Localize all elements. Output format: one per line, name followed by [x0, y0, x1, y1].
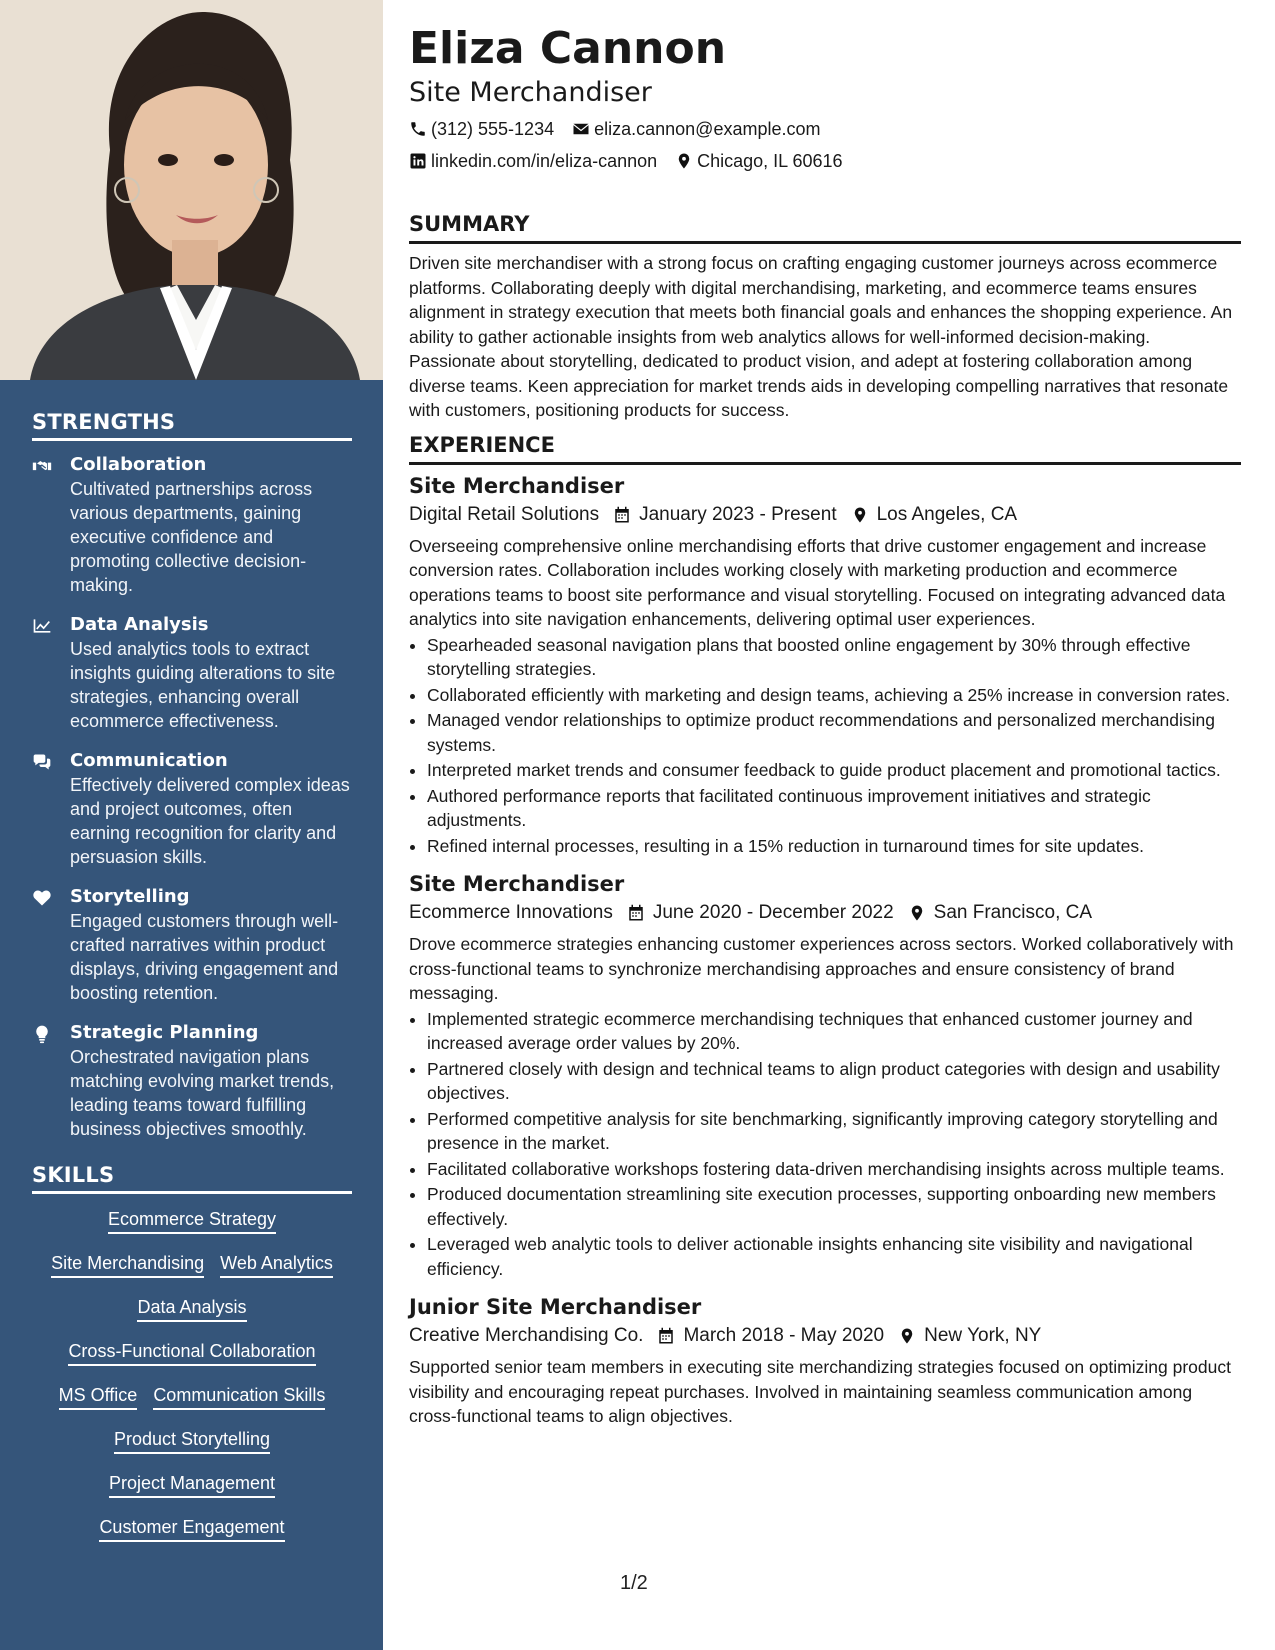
lightbulb-icon	[32, 1021, 70, 1141]
strength-description: Orchestrated navigation plans matching evolving market trends, leading teams toward fulfilling business objectives smoothly.	[70, 1047, 335, 1139]
chart-line-icon	[32, 613, 70, 733]
strength-item	[32, 613, 352, 733]
location-contact	[675, 148, 842, 174]
bullet-item: • Authored performance reports that facilitated continuous improvement initiatives and strategic adjustments.	[427, 784, 1241, 833]
skill-tag: Communication Skills	[153, 1384, 325, 1410]
sidebar-content	[32, 410, 352, 1560]
job-dates: June 2020 - December 2022	[652, 902, 894, 923]
job-company: Ecommerce Innovations	[409, 902, 613, 923]
map-pin-icon	[675, 152, 693, 170]
job-entry	[409, 870, 1241, 1281]
contact-row	[409, 116, 1241, 142]
job-bullets	[409, 633, 1241, 859]
calendar-icon	[657, 1327, 675, 1345]
strength-description: Cultivated partnerships across various departments, gaining executive confidence and promoting collective decision-making.	[70, 479, 313, 595]
job-description: Supported senior team members in executing site merchandizing strategies focused on optimizing product visibility and encouraging repeat purchases. Involved in maintaining seamless communication among cross-functional teams to align objectives.	[409, 1357, 1231, 1426]
summary-heading: SUMMARY	[409, 212, 1241, 244]
job-entry	[409, 1293, 1241, 1429]
bullet-item: • Collaborated efficiently with marketing and design teams, achieving a 25% increase in conversion rates.	[427, 683, 1241, 708]
handshake-icon	[32, 453, 70, 597]
bullet-item: • Performed competitive analysis for site benchmarking, significantly improving category storytelling and presence in the market.	[427, 1107, 1241, 1156]
skills-list	[32, 1208, 352, 1542]
map-pin-icon	[908, 904, 926, 922]
job-meta	[409, 898, 1241, 928]
job-meta	[409, 1321, 1241, 1351]
bullet-item: • Refined internal processes, resulting in a 15% reduction in turnaround times for site updates.	[427, 834, 1241, 859]
job-description: Drove ecommerce strategies enhancing customer experiences across sectors. Worked collaboratively with cross-functional teams to synchronize merchandising approaches and ensure consistency of brand messaging.	[409, 934, 1234, 1003]
job-title: Junior Site Merchandiser	[409, 1295, 702, 1319]
job-description: Overseeing comprehensive online merchandising efforts that drive customer engagement and increase conversion rates. Collaboration includes working closely with marketing production and ecommerce operations teams to boost site performance and visual storytelling. Focused on integrating advanced data analytics into site navigation enhancements, delivering optimal user experiences.	[409, 535, 1226, 629]
main-content	[409, 22, 1241, 1429]
page-number: 1/2	[620, 1572, 648, 1594]
linkedin-text: linkedin.com/in/eliza-cannon	[431, 151, 658, 171]
email-text: eliza.cannon@example.com	[594, 119, 821, 139]
bullet-item: • Interpreted market trends and consumer feedback to guide product placement and promotional tactics.	[427, 758, 1241, 783]
bullet-item: • Partnered closely with design and technical teams to align product categories with design and usability objectives.	[427, 1057, 1241, 1106]
calendar-icon	[613, 506, 631, 524]
sidebar	[0, 0, 383, 1650]
skill-tag: Product Storytelling	[114, 1428, 270, 1454]
job-title: Site Merchandiser	[409, 872, 625, 896]
job-dates: January 2023 - Present	[639, 503, 837, 525]
summary-text: Driven site merchandiser with a strong focus on crafting engaging customer journeys across ecommerce platforms. Collaborating deeply with digital merchandising, marketing, and ecommerce teams ensures alignment in strategy execution that meets both financial goals and enhances the shopping experience. An ability to gather actionable insights from web analytics allows for well-informed decision-making. Passionate about storytelling, dedicated to product vision, and adept at fostering collaboration among diverse teams. Keen appreciation for market trends aids in developing compelling narratives that resonate with customers, positioning products for success.	[409, 253, 1233, 420]
strength-description: Used analytics tools to extract insights guiding alterations to site strategies, enhancing overall ecommerce effectiveness.	[70, 639, 336, 731]
job-dates: March 2018 - May 2020	[683, 1325, 885, 1346]
job-company: Creative Merchandising Co.	[409, 1325, 644, 1346]
job-location: San Francisco, CA	[933, 902, 1093, 923]
strength-item	[32, 885, 352, 1005]
strength-description: Effectively delivered complex ideas and project outcomes, often earning recognition for clarity and persuasion skills.	[70, 775, 350, 867]
experience-heading: EXPERIENCE	[409, 433, 1241, 465]
strength-title: Collaboration	[70, 454, 207, 475]
portrait-illustration	[0, 0, 383, 380]
heart-icon	[32, 885, 70, 1005]
job-meta	[409, 500, 1241, 530]
phone-icon	[409, 120, 427, 138]
comments-icon	[32, 749, 70, 869]
strength-title: Storytelling	[70, 886, 190, 907]
bullet-item: • Leveraged web analytic tools to deliver actionable insights enhancing site visibility and navigational efficiency.	[427, 1232, 1241, 1281]
job-title: Site Merchandiser	[409, 473, 625, 498]
skill-tag: Cross-Functional Collaboration	[68, 1340, 315, 1366]
bullet-item: • Spearheaded seasonal navigation plans that boosted online engagement by 30% through effective storytelling strategies.	[427, 633, 1241, 682]
email-contact[interactable]	[572, 116, 820, 142]
phone-text: (312) 555-1234	[431, 119, 555, 139]
linkedin-contact[interactable]	[409, 148, 657, 174]
skill-tag: Data Analysis	[137, 1296, 246, 1322]
bullet-item: • Implemented strategic ecommerce merchandising techniques that enhanced customer journey and increased average order values by 20%.	[427, 1007, 1241, 1056]
strength-description: Engaged customers through well-crafted narratives within product displays, driving engagement and boosting retention.	[70, 911, 339, 1003]
bullet-item: • Produced documentation streamlining site execution processes, supporting onboarding new members effectively.	[427, 1182, 1241, 1231]
location-text: Chicago, IL 60616	[697, 151, 843, 171]
profile-photo	[0, 0, 383, 380]
strength-item	[32, 453, 352, 597]
phone-contact[interactable]	[409, 116, 554, 142]
job-location: Los Angeles, CA	[876, 503, 1018, 525]
strength-item	[32, 1021, 352, 1141]
contact-row	[409, 148, 1241, 174]
strength-title: Data Analysis	[70, 614, 209, 635]
job-location: New York, NY	[924, 1325, 1042, 1346]
job-company: Digital Retail Solutions	[409, 503, 600, 525]
bullet-item: • Facilitated collaborative workshops fostering data-driven merchandising insights across multiple teams.	[427, 1157, 1241, 1182]
strength-title: Strategic Planning	[70, 1022, 259, 1043]
linkedin-icon	[409, 152, 427, 170]
skills-heading: SKILLS	[32, 1163, 352, 1194]
envelope-icon	[572, 120, 590, 138]
calendar-icon	[627, 904, 645, 922]
skill-tag: Project Management	[109, 1472, 275, 1498]
skill-tag: Customer Engagement	[99, 1516, 284, 1542]
map-pin-icon	[851, 506, 869, 524]
skill-tag: Web Analytics	[220, 1252, 333, 1278]
skill-tag: Ecommerce Strategy	[108, 1208, 276, 1234]
map-pin-icon	[898, 1327, 916, 1345]
candidate-role: Site Merchandiser	[409, 77, 652, 108]
skill-tag: MS Office	[59, 1384, 138, 1410]
strength-title: Communication	[70, 750, 228, 771]
strength-item	[32, 749, 352, 869]
strengths-heading: STRENGTHS	[32, 410, 352, 441]
job-entry	[409, 472, 1241, 859]
bullet-item: • Managed vendor relationships to optimize product recommendations and personalized merchandising systems.	[427, 708, 1241, 757]
skill-tag: Site Merchandising	[51, 1252, 204, 1278]
job-bullets	[409, 1007, 1241, 1282]
candidate-name: Eliza Cannon	[409, 23, 727, 74]
